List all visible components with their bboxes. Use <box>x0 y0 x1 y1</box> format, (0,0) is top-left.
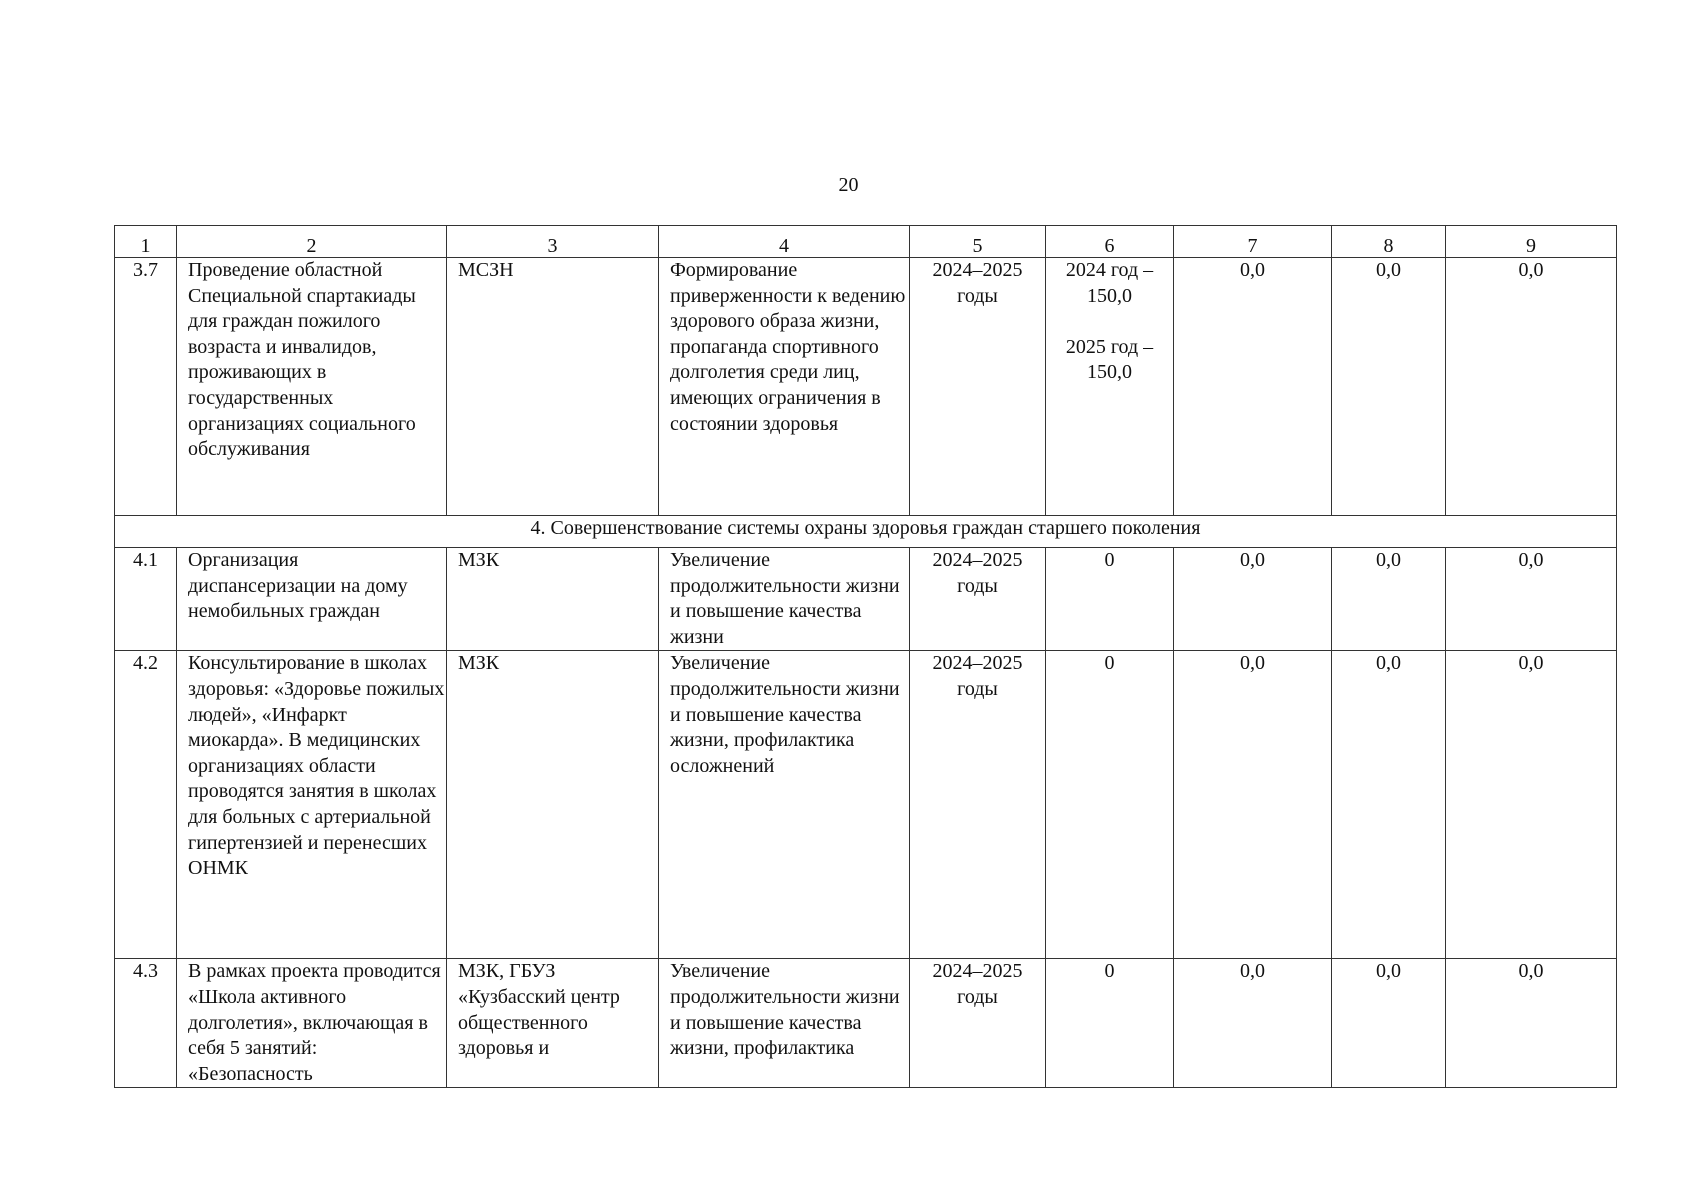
value-col-7: 0,0 <box>1174 258 1332 516</box>
executor: МЗК <box>447 651 659 959</box>
column-number-3: 3 <box>447 226 659 258</box>
value-col-8: 0,0 <box>1332 959 1446 1088</box>
table-row-4-2 <box>115 651 1617 959</box>
activity-name: Консультирование в школах здоровья: «Здоровье пожилых людей», «Инфаркт миокарда». В медицинских организациях области проводятся занятия в школах для больных с артериальной гипертензией и перенесших ОНМК <box>177 651 447 959</box>
column-number-9: 9 <box>1446 226 1617 258</box>
period: 2024–2025 годы <box>910 651 1046 959</box>
column-number-6: 6 <box>1046 226 1174 258</box>
funding-2025: 2025 год – 150,0 <box>1065 335 1154 384</box>
section-heading-row <box>115 516 1617 548</box>
period: 2024–2025 годы <box>910 959 1046 1088</box>
expected-result: Увеличение продолжительности жизни и повышение качества жизни, профилактика осложнений <box>659 651 910 959</box>
funding: 0 <box>1046 651 1174 959</box>
funding-2024: 2024 год – 150,0 <box>1065 259 1154 307</box>
period: 2024–2025 годы <box>910 548 1046 651</box>
column-number-1: 1 <box>115 226 177 258</box>
executor: МЗК <box>447 548 659 651</box>
expected-result: Формирование приверженности к ведению здорового образа жизни, пропаганда спортивного долголетия среди лиц, имеющих ограничения в состоянии здоровья <box>659 258 910 516</box>
table-row-3-7 <box>115 258 1617 516</box>
value-col-9: 0,0 <box>1446 258 1617 516</box>
row-number: 4.2 <box>115 651 177 959</box>
table-row-4-3 <box>115 959 1617 1088</box>
value-col-8: 0,0 <box>1332 258 1446 516</box>
activity-name: В рамках проекта проводится «Школа активного долголетия», включающая в себя 5 занятий: «Безопасность <box>177 959 447 1088</box>
row-number: 4.3 <box>115 959 177 1088</box>
activity-name: Организация диспансеризации на дому немобильных граждан <box>177 548 447 651</box>
period: 2024–2025 годы <box>910 258 1046 516</box>
row-number: 3.7 <box>115 258 177 516</box>
value-col-8: 0,0 <box>1332 548 1446 651</box>
column-number-8: 8 <box>1332 226 1446 258</box>
value-col-7: 0,0 <box>1174 959 1332 1088</box>
value-col-7: 0,0 <box>1174 651 1332 959</box>
column-number-header-row <box>115 226 1617 258</box>
activity-name: Проведение областной Специальной спартакиады для граждан пожилого возраста и инвалидов, проживающих в государственных организациях социального обслуживания <box>177 258 447 516</box>
row-number: 4.1 <box>115 548 177 651</box>
executor: МЗК, ГБУЗ «Кузбасский центр общественного здоровья и <box>447 959 659 1088</box>
funding: 0 <box>1046 959 1174 1088</box>
funding-cell <box>1046 258 1174 516</box>
program-activities-table <box>114 225 1617 1088</box>
value-col-7: 0,0 <box>1174 548 1332 651</box>
value-col-9: 0,0 <box>1446 959 1617 1088</box>
section-heading: 4. Совершенствование системы охраны здоровья граждан старшего поколения <box>115 516 1617 548</box>
column-number-7: 7 <box>1174 226 1332 258</box>
column-number-5: 5 <box>910 226 1046 258</box>
column-number-4: 4 <box>659 226 910 258</box>
page-number: 20 <box>838 174 859 196</box>
table-row-4-1 <box>115 548 1617 651</box>
value-col-8: 0,0 <box>1332 651 1446 959</box>
value-col-9: 0,0 <box>1446 548 1617 651</box>
expected-result: Увеличение продолжительности жизни и повышение качества жизни <box>659 548 910 651</box>
column-number-2: 2 <box>177 226 447 258</box>
funding: 0 <box>1046 548 1174 651</box>
executor: МСЗН <box>447 258 659 516</box>
value-col-9: 0,0 <box>1446 651 1617 959</box>
expected-result: Увеличение продолжительности жизни и повышение качества жизни, профилактика <box>659 959 910 1088</box>
